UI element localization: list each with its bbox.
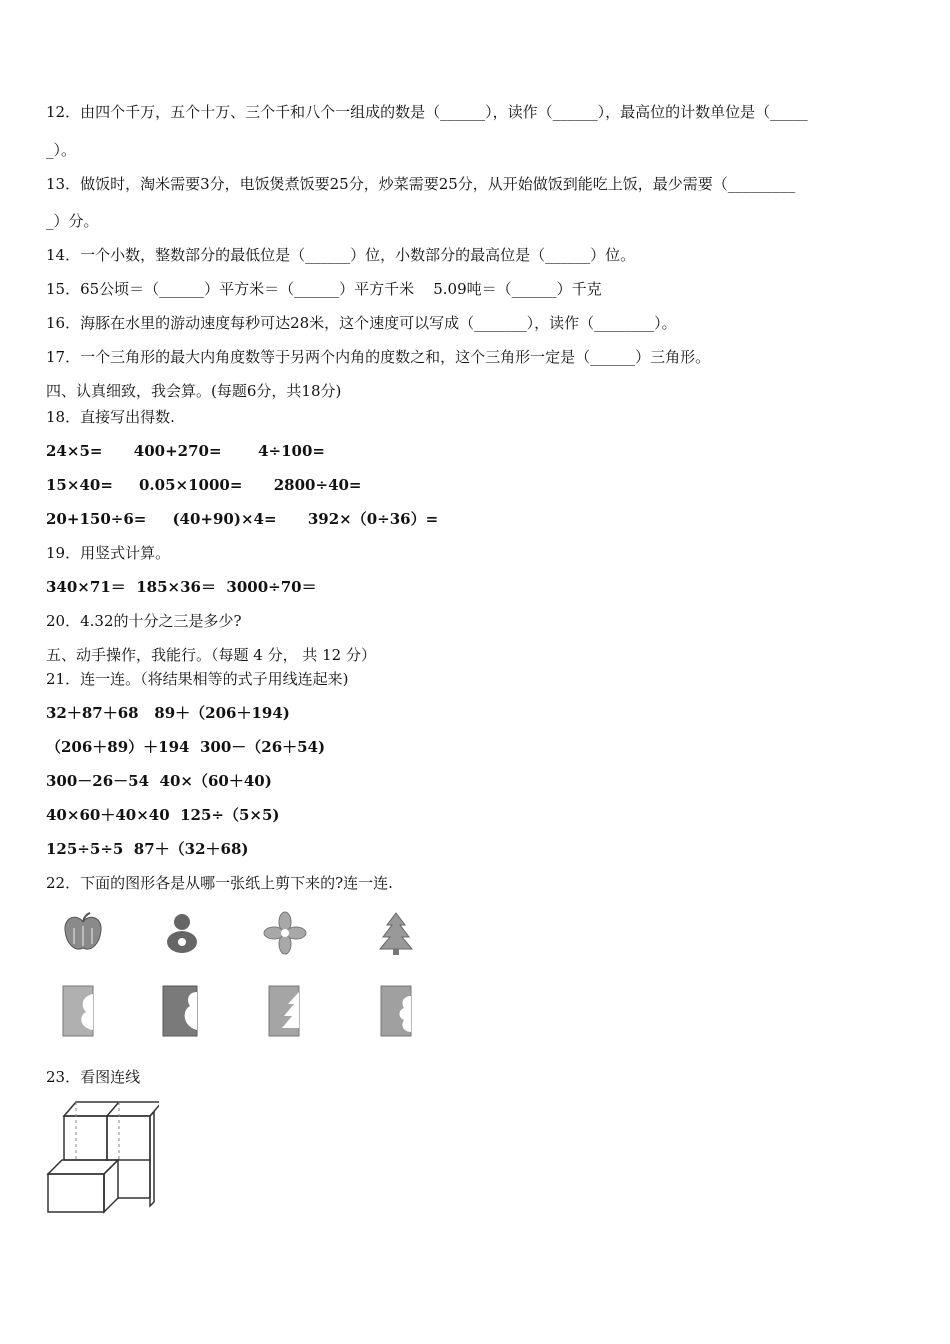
question-20: 20．4.32的十分之三是多少? <box>46 612 242 630</box>
folded-paper-tree <box>266 984 302 1038</box>
question-12-line1: 12．由四个千万，五个十万、三个千和八个一组成的数是（______），读作（______），最高位的计数单位是（_____ <box>46 103 808 121</box>
question-21-row1: 32＋87＋68 89＋（206＋194) <box>46 704 290 722</box>
question-21-row5: 125÷5÷5 87＋（32＋68) <box>46 840 249 858</box>
folded-paper-apple <box>60 984 96 1038</box>
question-19: 19．用竖式计算。 <box>46 544 171 562</box>
gourd-cutout-shape <box>162 910 202 956</box>
tree-cutout-shape <box>376 910 416 956</box>
question-18-row1: 24×5= 400+270= 4÷100= <box>46 442 325 460</box>
cube-stack-figure <box>44 1096 159 1218</box>
question-12-line2: _）。 <box>46 141 77 159</box>
section-5-heading: 五、动手操作，我能行。（每题 4 分， 共 12 分） <box>46 646 376 664</box>
question-19-row1: 340×71＝ 185×36＝ 3000÷70＝ <box>46 578 317 596</box>
question-21-row4: 40×60＋40×40 125÷（5×5) <box>46 806 280 824</box>
question-13-line1: 13．做饭时，淘米需要3分，电饭煲煮饭要25分，炒菜需要25分，从开始做饭到能吃上饭，最少需要（_________ <box>46 175 796 193</box>
folded-paper-gourd <box>160 984 200 1038</box>
question-18: 18．直接写出得数. <box>46 408 175 426</box>
apple-cutout-shape <box>60 910 106 956</box>
section-4-heading: 四、认真细致，我会算。(每题6分，共18分) <box>46 382 342 400</box>
question-18-row3: 20+150÷6= (40+90)×4= 392×（0÷36）= <box>46 510 439 528</box>
question-16: 16．海豚在水里的游动速度每秒可达28米，这个速度可以写成（_______），读作（________）。 <box>46 314 677 332</box>
question-13-line2: _）分。 <box>46 212 99 230</box>
question-15: 15．65公顷＝（______）平方米＝（______）平方千米 5.09吨＝（______）千克 <box>46 280 602 298</box>
question-18-row2: 15×40= 0.05×1000= 2800÷40= <box>46 476 362 494</box>
question-22: 22．下面的图形各是从哪一张纸上剪下来的?连一连. <box>46 874 393 892</box>
question-21: 21．连一连。（将结果相等的式子用线连起来) <box>46 670 349 688</box>
question-23: 23．看图连线 <box>46 1068 141 1086</box>
folded-paper-flower <box>378 984 414 1038</box>
question-17: 17．一个三角形的最大内角度数等于另两个内角的度数之和，这个三角形一定是（______）三角形。 <box>46 348 711 366</box>
question-21-row3: 300－26－54 40×（60＋40) <box>46 772 272 790</box>
flower-cutout-shape <box>262 910 308 956</box>
question-21-row2: （206＋89）＋194 300－（26＋54) <box>46 738 326 756</box>
question-14: 14．一个小数，整数部分的最低位是（______）位，小数部分的最高位是（______）位。 <box>46 246 636 264</box>
